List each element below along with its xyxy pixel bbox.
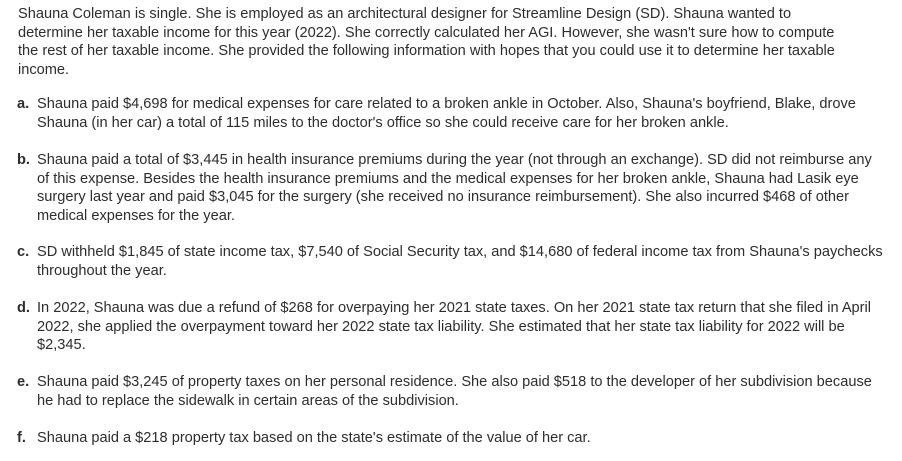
item-letter: e. bbox=[17, 374, 30, 390]
list-item-f bbox=[17, 429, 887, 448]
item-letter: d. bbox=[17, 300, 30, 316]
item-text: Shauna paid $3,245 of property taxes on her personal residence. She also paid $518 to the developer of her subdivision because he had to replace the sidewalk in certain areas of the subdivision. bbox=[37, 374, 872, 409]
list-item-d bbox=[17, 299, 887, 355]
item-text: Shauna paid a $218 property tax based on the state's estimate of the value of her car. bbox=[37, 430, 591, 446]
list-item-a bbox=[17, 95, 887, 132]
item-letter: b. bbox=[17, 152, 30, 168]
item-letter: a. bbox=[17, 96, 30, 112]
item-text: Shauna paid a total of $3,445 in health insurance premiums during the year (not through an exchange). SD did not reimburse any of this expense. Besides the health insurance premiums and the medical expenses for her broken ankle, Shauna had Lasik eye surgery last year and paid $3,045 for the surgery (she received no insurance reimbursement). She also incurred $468 of other medical expenses for the year. bbox=[37, 152, 872, 225]
list-item-c bbox=[17, 243, 887, 280]
item-text: Shauna paid $4,698 for medical expenses for care related to a broken ankle in October. Also, Shauna's boyfriend, Blake, drove Shauna (in her car) a total of 115 miles to the doctor's office so she could receive care for her broken ankle. bbox=[37, 96, 856, 131]
list-item-b bbox=[17, 151, 887, 226]
item-letter: f. bbox=[17, 430, 26, 446]
intro-paragraph: Shauna Coleman is single. She is employed as an architectural designer for Streamline Design (SD). Shauna wanted to determine her taxable income for this year (2022). She correctly calculated her AGI. However, she wasn't sure how to compute the rest of her taxable income. She provided the following information with hopes that you could use it to determine her taxable income. bbox=[18, 6, 835, 79]
item-text: SD withheld $1,845 of state income tax, $7,540 of Social Security tax, and $14,680 of federal income tax from Shauna's paychecks throughout the year. bbox=[37, 244, 883, 279]
item-text: In 2022, Shauna was due a refund of $268 for overpaying her 2021 state taxes. On her 2021 state tax return that she filed in April 2022, she applied the overpayment toward her 2022 state tax liability. She estimated that her state tax liability for 2022 will be $2,345. bbox=[37, 300, 872, 354]
list-item-e bbox=[17, 373, 887, 410]
item-letter: c. bbox=[17, 244, 30, 260]
